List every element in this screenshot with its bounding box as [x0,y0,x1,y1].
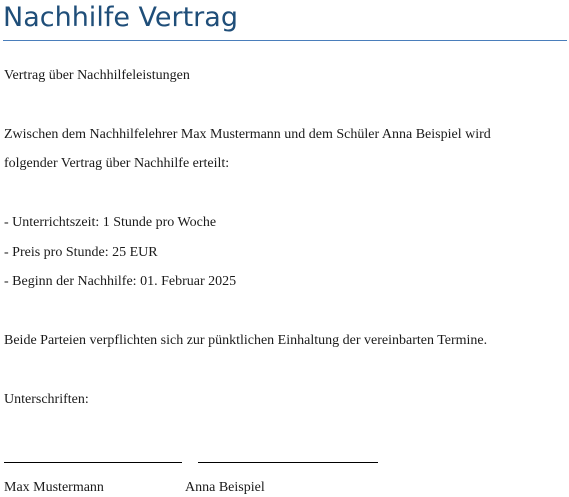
signatory-teacher: Max Mustermann [4,480,104,495]
term-lesson-time: - Unterrichtszeit: 1 Stunde pro Woche [4,215,217,230]
signature-line-student [198,462,378,463]
intro-line-1: Zwischen dem Nachhilfelehrer Max Mustermann und dem Schüler Anna Beispiel wird [4,127,491,142]
intro-line-2: folgender Vertrag über Nachhilfe erteilt: [4,156,230,171]
signature-line-teacher [4,462,182,463]
signatory-student: Anna Beispiel [185,480,265,495]
document-subtitle: Vertrag über Nachhilfeleistungen [4,68,190,83]
obligation-text: Beide Parteien verpflichten sich zur pünktlichen Einhaltung der vereinbarten Termine. [4,333,488,348]
term-start-date: - Beginn der Nachhilfe: 01. Februar 2025 [4,274,237,289]
term-price: - Preis pro Stunde: 25 EUR [4,245,158,260]
signatures-label: Unterschriften: [4,392,89,407]
title-underline [3,40,567,41]
document-title: Nachhilfe Vertrag [3,2,238,33]
